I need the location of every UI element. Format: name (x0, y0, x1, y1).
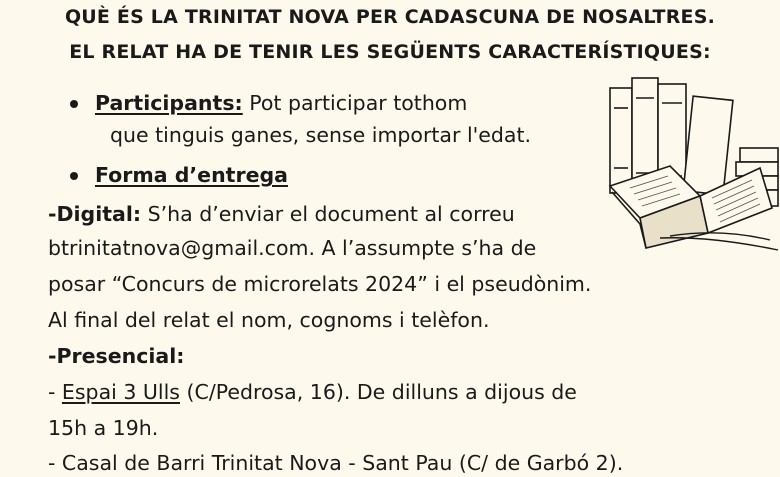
participants-line-2: que tinguis ganes, sense importar l'edat. (110, 123, 532, 147)
digital-line-3: posar “Concurs de microrelats 2024” i el pseudònim. (48, 272, 592, 296)
digital-line-2: btrinitatnova@gmail.com. A l’assumpte s’ha de (48, 236, 537, 260)
heading-line-2: EL RELAT HA DE TENIR LES SEGÜENTS CARACTERÍSTIQUES: (69, 41, 711, 63)
presencial-line-3: - Casal de Barri Trinitat Nova - Sant Pau (C/ de Garbó 2). (48, 451, 624, 475)
participants-line-1 (95, 89, 467, 117)
participants-label: Participants: (95, 91, 243, 115)
heading-line-1: QUÈ ÉS LA TRINITAT NOVA PER CADASCUNA DE NOSALTRES. (64, 6, 716, 28)
presencial-place-link[interactable]: Espai 3 Ulls (61, 380, 180, 404)
presencial-line-2: 15h a 19h. (48, 416, 159, 440)
digital-line-4: Al final del relat el nom, cognoms i telèfon. (48, 308, 490, 332)
digital-line-1 (48, 200, 515, 228)
presencial-text-1: (C/Pedrosa, 16). De dilluns a dijous de (179, 380, 577, 404)
presencial-line-1 (48, 378, 577, 406)
delivery-label: Forma d’entrega (95, 163, 288, 187)
digital-label: -Digital: (48, 202, 142, 226)
participants-text-1: Pot participar tothom (242, 91, 468, 115)
bullet-participants (70, 100, 78, 108)
digital-text-1: S’ha d’enviar el document al correu (141, 202, 515, 226)
bullet-delivery (70, 172, 78, 180)
open-books-illustration (600, 68, 780, 258)
presencial-label: -Presencial: (48, 344, 185, 368)
presencial-dash: - (48, 380, 62, 404)
